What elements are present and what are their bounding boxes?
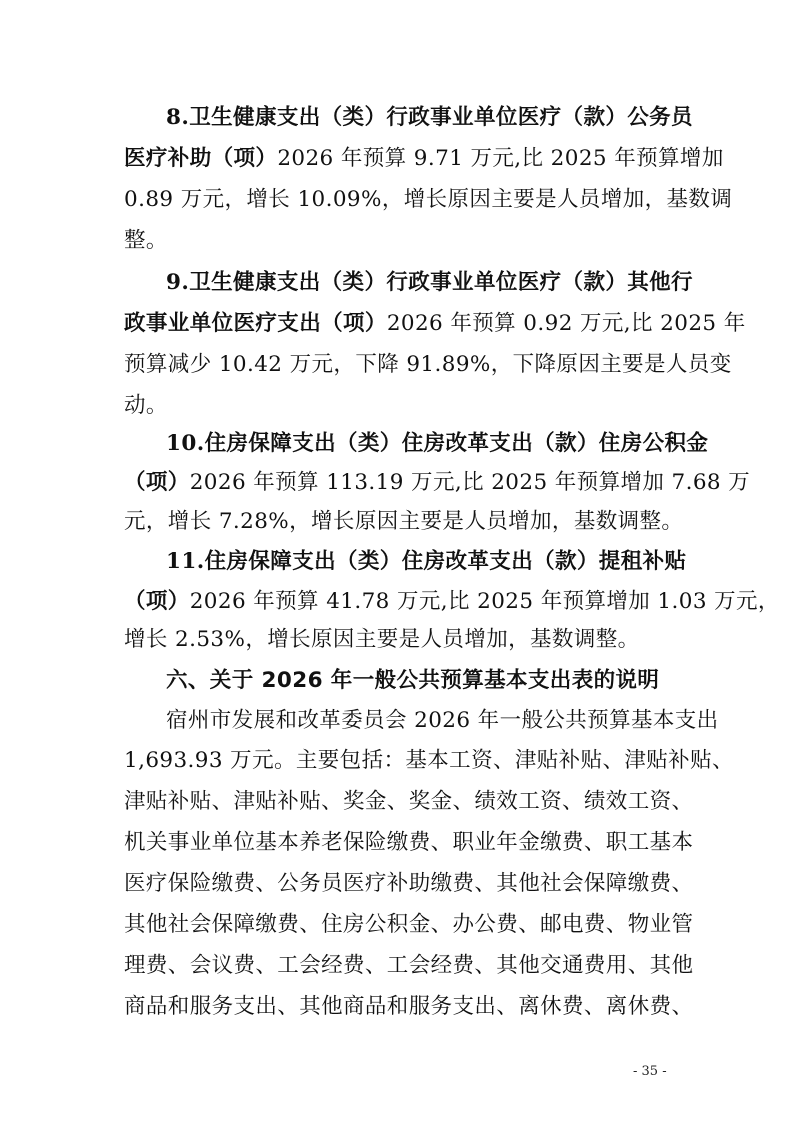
text-run: 2026 年预算 0.92 万元,比 2025 年 xyxy=(386,311,746,336)
text-run: 增长 2.53%，增长原因主要是人员增加，基数调整。 xyxy=(124,627,640,652)
item-10-line-2 xyxy=(124,467,751,499)
page-number: - 35 - xyxy=(633,1064,667,1079)
item-8-line-2 xyxy=(124,143,724,175)
bold-run: 医疗补助（项） xyxy=(124,146,278,171)
item-11-line-2 xyxy=(124,586,780,618)
body-line: 津贴补贴、津贴补贴、奖金、奖金、绩效工资、绩效工资、 xyxy=(124,789,694,814)
body-line: 机关事业单位基本养老保险缴费、职业年金缴费、职工基本 xyxy=(124,830,694,855)
body-line: 理费、会议费、工会经费、工会经费、其他交通费用、其他 xyxy=(124,953,694,978)
item-11-line-3 xyxy=(124,624,680,656)
bold-run: 10.住房保障支出（类）住房改革支出（款）住房公积金 xyxy=(166,431,709,456)
text-run: 动。 xyxy=(124,393,168,418)
body-line: 宿州市发展和改革委员会 2026 年一般公共预算基本支出 xyxy=(166,708,719,733)
bold-run: 8.卫生健康支出（类）行政事业单位医疗（款）公务员 xyxy=(166,105,693,130)
item-10-line-3 xyxy=(124,506,684,538)
item-8-line-4 xyxy=(124,225,680,257)
body-line: 其他社会保障缴费、住房公积金、办公费、邮电费、物业管 xyxy=(124,912,694,937)
text-run: 元，增长 7.28%，增长原因主要是人员增加，基数调整。 xyxy=(124,509,684,534)
item-9-line-3 xyxy=(124,349,732,381)
bold-run: 11.住房保障支出（类）住房改革支出（款）提租补贴 xyxy=(166,549,687,574)
body-line: 医疗保险缴费、公务员医疗补助缴费、其他社会保障缴费、 xyxy=(124,871,694,896)
item-8-line-1 xyxy=(166,102,693,134)
bold-run: 政事业单位医疗支出（项） xyxy=(124,311,387,336)
bold-run: （项） xyxy=(124,470,190,495)
text-run: 2026 年预算 113.19 万元,比 2025 年预算增加 7.68 万 xyxy=(189,470,751,495)
body-line: 1,693.93 万元。主要包括：基本工资、津贴补贴、津贴补贴、 xyxy=(124,748,734,773)
text-run: 整。 xyxy=(124,228,168,253)
section-heading: 六、关于 2026 年一般公共预算基本支出表的说明 xyxy=(166,668,660,693)
item-9-line-4 xyxy=(124,390,680,422)
body-line: 商品和服务支出、其他商品和服务支出、离休费、离休费、 xyxy=(124,994,694,1019)
text-run: 2026 年预算 41.78 万元,比 2025 年预算增加 1.03 万元， xyxy=(189,589,780,614)
item-11-line-1 xyxy=(166,546,687,578)
text-run: 0.89 万元，增长 10.09%，增长原因主要是人员增加，基数调 xyxy=(124,187,733,212)
bold-run: （项） xyxy=(124,589,190,614)
item-8-line-3 xyxy=(124,184,733,216)
bold-run: 9.卫生健康支出（类）行政事业单位医疗（款）其他行 xyxy=(166,270,693,295)
text-run: 预算减少 10.42 万元，下降 91.89%，下降原因主要是人员变 xyxy=(124,352,732,377)
text-run: 2026 年预算 9.71 万元,比 2025 年预算增加 xyxy=(277,146,724,171)
item-9-line-1 xyxy=(166,267,693,299)
item-10-line-1 xyxy=(166,428,709,460)
item-9-line-2 xyxy=(124,308,746,340)
